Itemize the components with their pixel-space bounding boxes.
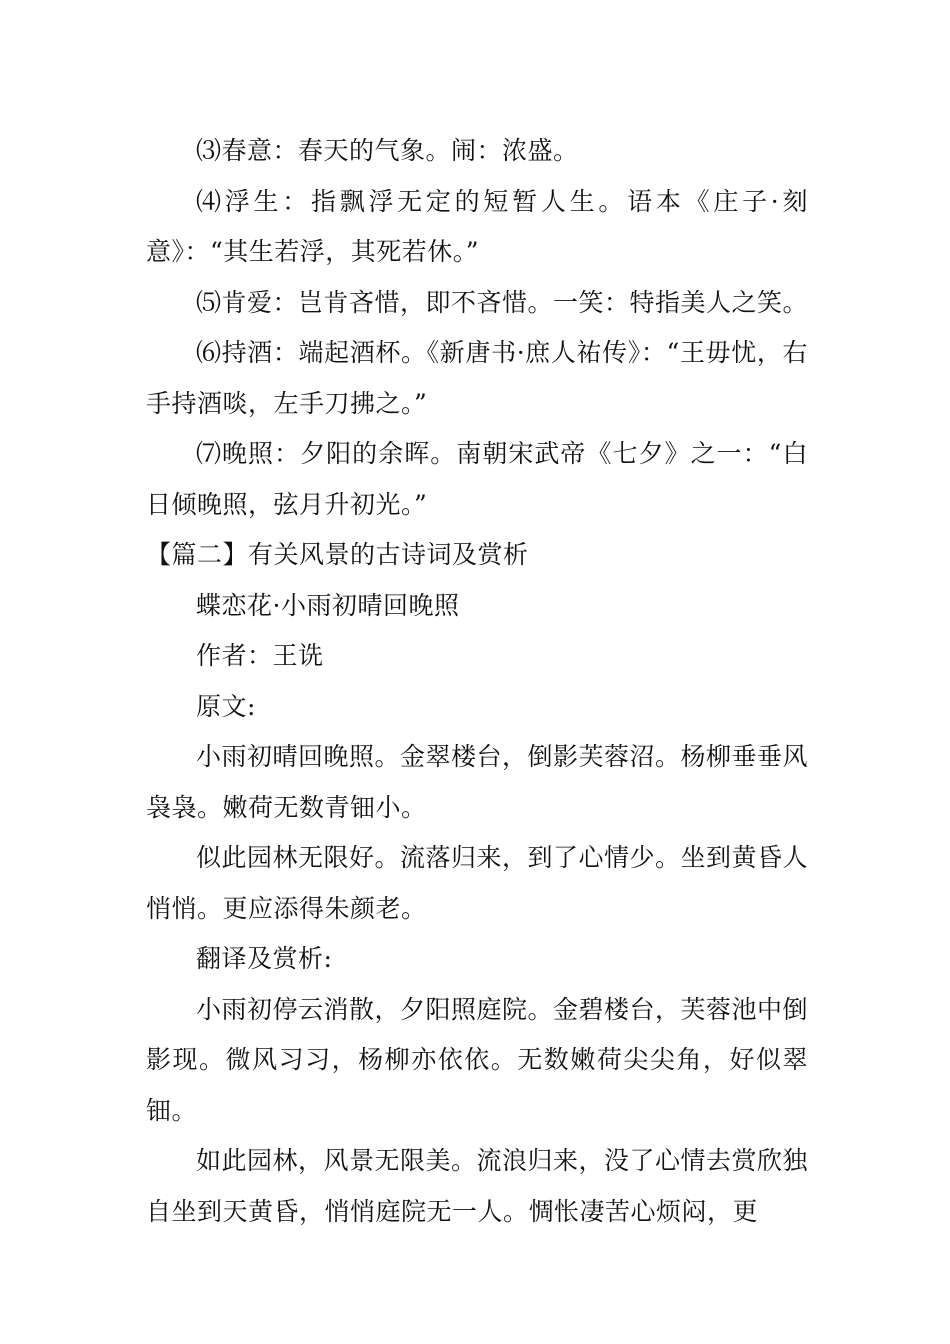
poem-stanza: 小雨初晴回晚照。金翠楼台，倒影芙蓉沼。杨柳垂垂风袅袅。嫩荷无数青钿小。 [146,742,809,822]
note-paragraph: ⑹持酒：端起酒杯。《新唐书·庶人祐传》：“王毋忧，右手持酒啖，左手刀拂之。” [146,338,808,418]
poem-title: 蝶恋花·小雨初晴回晚照 [196,590,460,620]
note-paragraph: ⑶春意：春天的气象。闹：浓盛。 [196,136,579,165]
note-paragraph: ⑺晚照：夕阳的余晖。南朝宋武帝《七夕》之一：“白日倾晚照，弦月升初光。” [146,439,808,519]
poem-author: 作者：王诜 [196,641,324,670]
note-paragraph: ⑸肯爱：岂肯吝惜，即不吝惜。一笑：特指美人之笑。 [196,287,809,317]
poem-stanza: 似此园林无限好。流落归来，到了心情少。坐到黄昏人悄悄。更应添得朱颜老。 [146,843,809,923]
translation-label: 翻译及赏析: [196,944,333,973]
translation-paragraph: 如此园林，风景无限美。流浪归来，没了心情去赏欣独自坐到天黄昏，悄悄庭院无一人。惆怅凄苦心烦闷，更 [146,1146,809,1226]
translation-paragraph: 小雨初停云消散，夕阳照庭院。金碧楼台，芙蓉池中倒影现。微风习习，杨柳亦依依。无数嫩荷尖尖角，好似翠钿。 [146,994,809,1125]
section-heading: 【篇二】有关风景的古诗词及赏析 [146,540,529,569]
document-body [146,126,808,1237]
original-text-label: 原文: [196,691,256,721]
note-paragraph: ⑷浮生：指飘浮无定的短暂人生。语本《庄子·刻意》：“其生若浮，其死若休。” [146,186,808,266]
